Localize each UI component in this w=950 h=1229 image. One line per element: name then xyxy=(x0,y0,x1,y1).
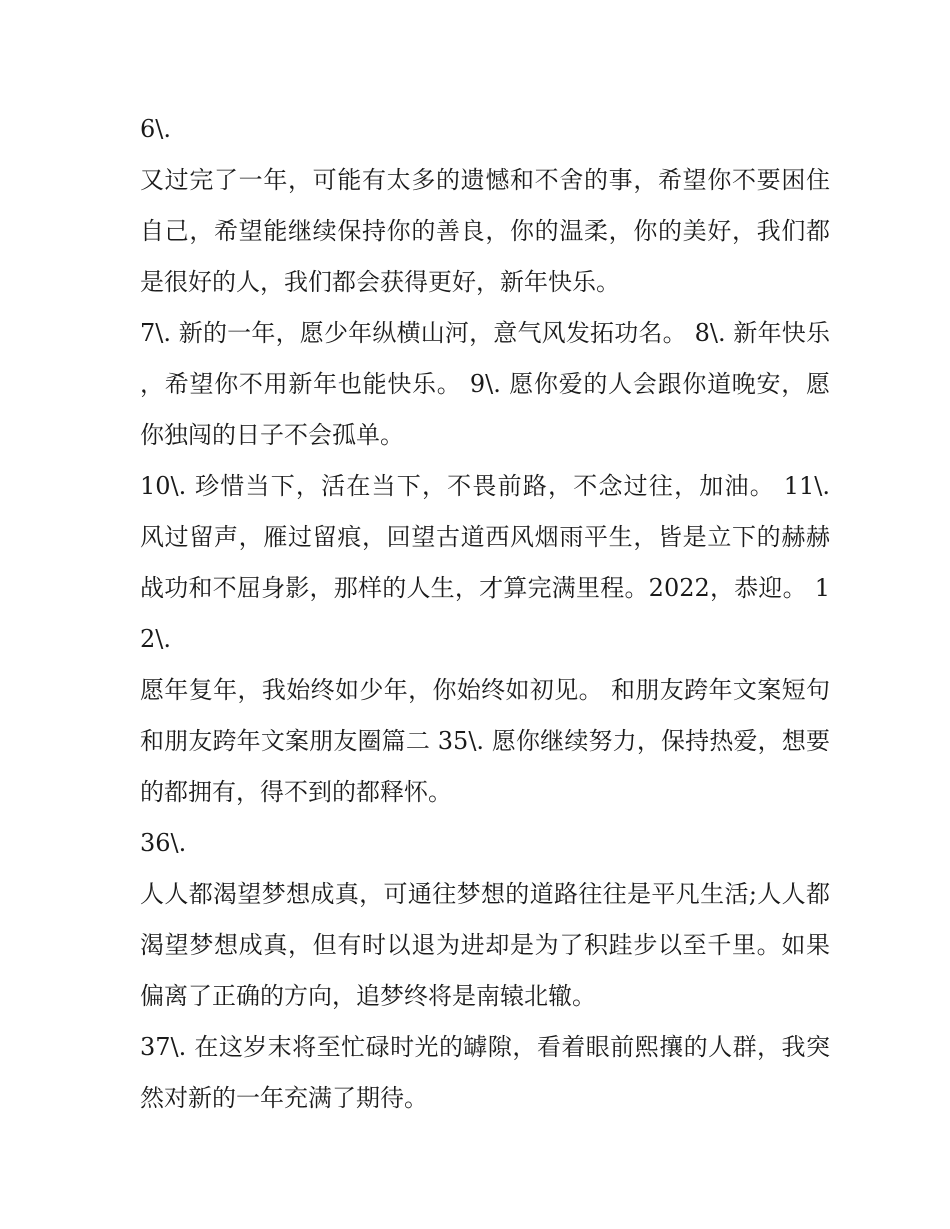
paragraph-36-number: 36\. xyxy=(140,829,187,857)
paragraph-37: 37\. 在这岁末将至忙碌时光的罅隙，看着眼前熙攘的人群，我突然对新的一年充满了期待。 xyxy=(140,1033,830,1112)
paragraph-6-text: 又过完了一年，可能有太多的遗憾和不舍的事，希望你不要困住自己，希望能继续保持你的善良，你的温柔，你的美好，我们都是很好的人，我们都会获得更好，新年快乐。 xyxy=(140,166,830,296)
paragraph-6-number: 6\. xyxy=(140,115,171,143)
paragraph-7-9: 7\. 新的一年，愿少年纵横山河，意气风发拓功名。 8\. 新年快乐，希望你不用新年也能快乐。 9\. 愿你爱的人会跟你道晚安，愿你独闯的日子不会孤单。 xyxy=(140,319,830,449)
paragraph-12-35: 愿年复年，我始终如少年，你始终如初见。 和朋友跨年文案短句 和朋友跨年文案朋友圈篇二 35\. 愿你继续努力，保持热爱，想要的都拥有，得不到的都释怀。 xyxy=(140,676,830,806)
paragraph-10-12: 10\. 珍惜当下，活在当下，不畏前路，不念过往，加油。 11\. 风过留声，雁过留痕，回望古道西风烟雨平生，皆是立下的赫赫战功和不屈身影，那样的人生，才算完满里程。2022，恭迎。 12\. xyxy=(140,472,830,653)
paragraph-36-text: 人人都渴望梦想成真，可通往梦想的道路往往是平凡生活;人人都渴望梦想成真，但有时以退为进却是为了积跬步以至千里。如果偏离了正确的方向，追梦终将是南辕北辙。 xyxy=(140,880,830,1010)
document-body xyxy=(140,104,830,1124)
